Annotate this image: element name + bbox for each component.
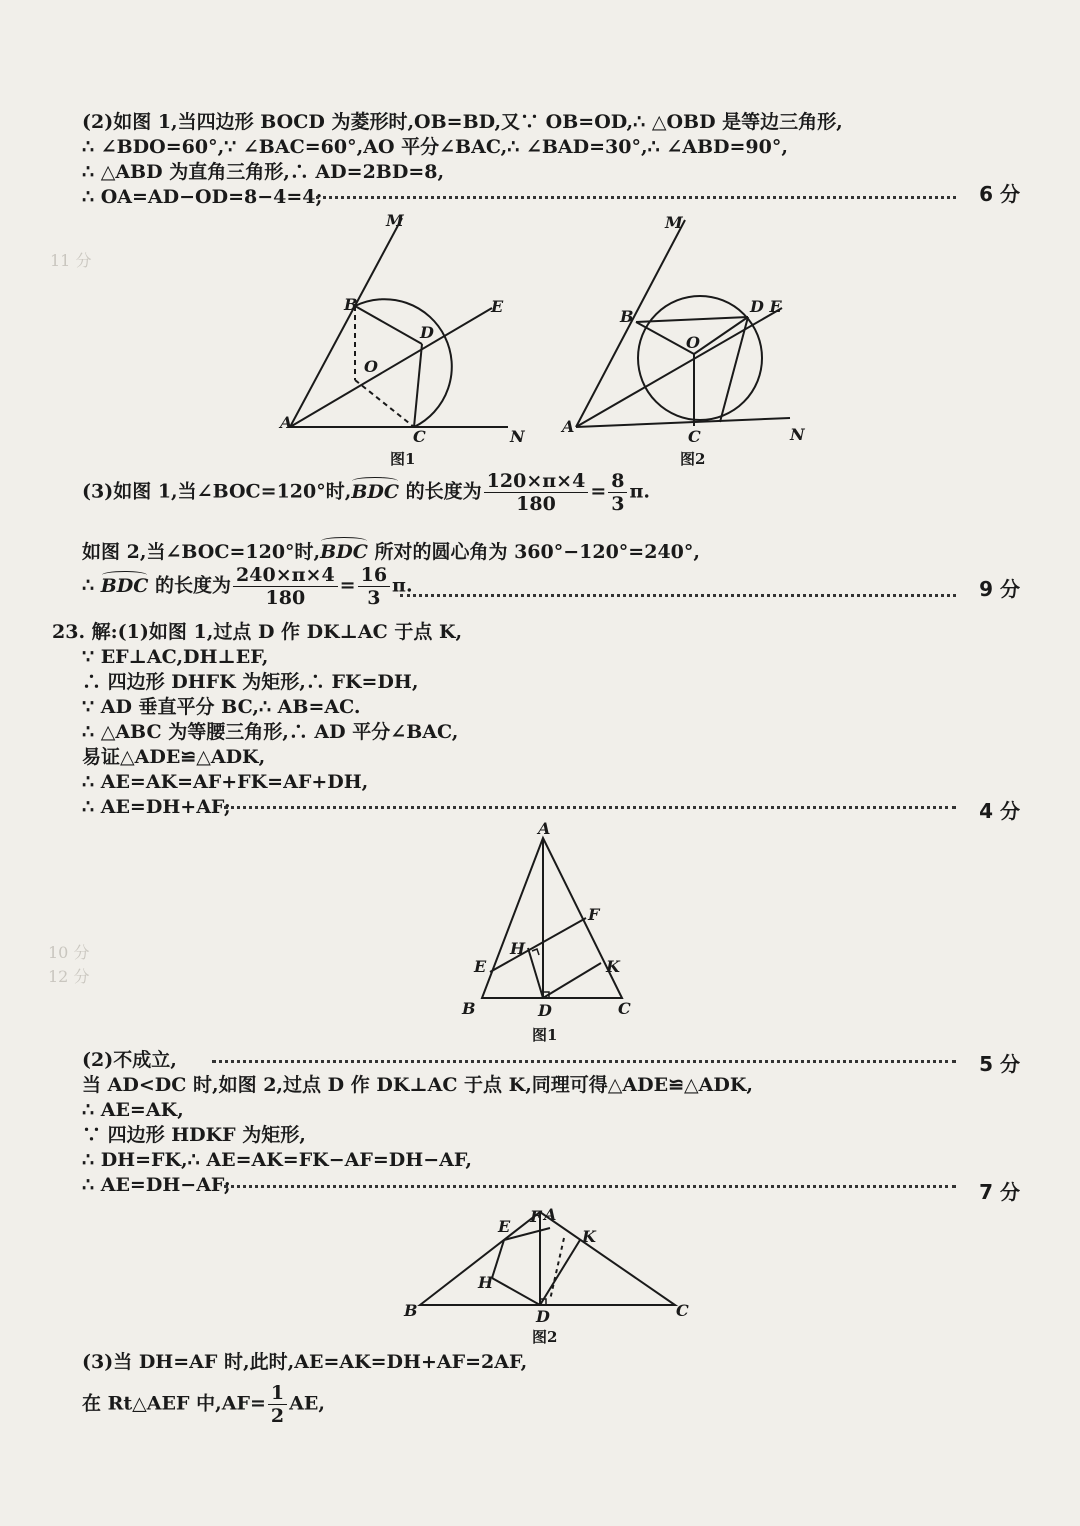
label-d2: D <box>536 1307 550 1326</box>
q23-line1: 23. 解:(1)如图 1,过点 D 作 DK⊥AC 于点 K, <box>52 621 463 643</box>
right-angle-h <box>532 949 539 955</box>
fraction-half: $\frac{1}{2}$ <box>268 1382 287 1427</box>
caption-q23-fig2: 图2 <box>532 1328 558 1346</box>
q23-line4: ∵ AD 垂直平分 BC,∴ AB=AC. <box>82 696 361 718</box>
caption-q23-fig1: 图1 <box>532 1026 558 1044</box>
caption-fig1-top: 图1 <box>390 450 416 468</box>
label-m1: M <box>386 211 404 230</box>
segment-dk-2 <box>540 1240 580 1305</box>
q23-3-line2: 在 Rt△AEF 中,AF= $\frac{1}{2}$ AE, <box>82 1382 325 1427</box>
label-a1: A <box>280 413 293 432</box>
label-b2: B <box>620 307 634 326</box>
part2-line2: ∴ ∠BDO=60°,∵ ∠BAC=60°,AO 平分∠BAC,∴ ∠BAD=30°,∴ ∠ABD=90°, <box>82 136 788 158</box>
label-o1: O <box>364 357 378 376</box>
label-n2: N <box>790 425 805 444</box>
label-e: E <box>474 957 487 976</box>
label-e2: E <box>498 1217 511 1236</box>
q23-figure2 <box>400 1200 700 1350</box>
label-f2: F <box>530 1207 542 1226</box>
part3-line2: 如图 2,当∠BOC=120°时,BDC 所对的圆心角为 360°−120°=240°, <box>82 541 701 563</box>
label-c2: C <box>676 1301 689 1320</box>
part3-l1-mid: 的长度为 <box>405 480 482 503</box>
segment-dk <box>543 963 601 998</box>
fraction-result-2: $\frac{16}{3}$ <box>358 564 390 609</box>
q23-2-line6: ∴ AE=DH−AF; <box>82 1174 231 1196</box>
q23-2-line2: 当 AD<DC 时,如图 2,过点 D 作 DK⊥AC 于点 K,同理可得△ADE≌△ADK, <box>82 1074 753 1096</box>
label-b2: B <box>404 1301 418 1320</box>
dashed-oc <box>355 380 414 427</box>
label-e1: E <box>491 297 504 316</box>
label-b: B <box>462 999 476 1018</box>
label-h2: H <box>478 1273 494 1292</box>
part3-line1: (3)如图 1,当∠BOC=120°时,BDC 的长度为 $\frac{120\times\pi\times 4}{180}$ = $\frac{8}{3}$ π. <box>82 470 650 515</box>
part2-line3: ∴ △ABD 为直角三角形,∴ AD=2BD=8, <box>82 161 445 183</box>
label-de2: D E <box>750 297 782 316</box>
label-f: F <box>588 905 600 924</box>
score-6: 6 分 <box>979 182 1020 206</box>
figure2-circle-diagram <box>576 220 790 427</box>
figure1-circle-diagram <box>290 218 508 427</box>
fraction-result-1: $\frac{8}{3}$ <box>608 470 627 515</box>
score-5: 5 分 <box>979 1052 1020 1076</box>
label-a2: A <box>544 1205 557 1224</box>
bleed-through-text: 10 分 <box>48 943 90 962</box>
score-leader-dots <box>224 1185 956 1188</box>
score-7: 7 分 <box>979 1180 1020 1204</box>
label-m2: M <box>665 213 683 232</box>
q23-line7: ∴ AE=AK=AF+FK=AF+DH, <box>82 771 369 793</box>
label-c1: C <box>413 427 426 446</box>
q23-2-line4: ∵ 四边形 HDKF 为矩形, <box>82 1124 306 1146</box>
part3-line3: ∴ BDC 的长度为 $\frac{240\times\pi\times 4}{180}$ = $\frac{16}{3}$ π. <box>82 564 413 609</box>
label-b1: B <box>344 295 358 314</box>
score-leader-dots <box>224 806 956 809</box>
fraction-arc-length-1: $\frac{120\times\pi\times 4}{180}$ <box>484 470 589 515</box>
q23-line6: 易证△ADE≌△ADK, <box>82 746 266 768</box>
ray-an2 <box>576 418 790 427</box>
segment-dh-2 <box>492 1278 540 1305</box>
label-a: A <box>538 820 551 838</box>
label-c2: C <box>688 427 701 446</box>
triangle-abc <box>482 838 622 998</box>
q23-line5: ∴ △ABC 为等腰三角形,∴ AD 平分∠BAC, <box>82 721 459 743</box>
segment-ef <box>490 918 586 972</box>
q23-3-line1: (3)当 DH=AF 时,此时,AE=AK=DH+AF=2AF, <box>82 1351 528 1373</box>
score-leader-dots <box>400 594 956 597</box>
label-d: D <box>538 1001 552 1020</box>
label-d1: D <box>420 323 434 342</box>
segment-dc <box>414 344 422 427</box>
label-a2: A <box>562 417 575 436</box>
q23-2-line1: (2)不成立, <box>82 1049 177 1071</box>
q23-figure1 <box>440 820 680 1050</box>
q23-2-line5: ∴ DH=FK,∴ AE=AK=FK−AF=DH−AF, <box>82 1149 473 1171</box>
top-figures <box>0 210 1080 470</box>
segment-dh <box>528 948 543 998</box>
label-k2: K <box>582 1227 596 1246</box>
part3-l1-pre: (3)如图 1,当∠BOC=120°时, <box>82 480 352 503</box>
part2-line1: (2)如图 1,当四边形 BOCD 为菱形时,OB=BD,又∵ OB=OD,∴ △OBD 是等边三角形, <box>82 111 843 133</box>
label-n1: N <box>510 427 525 446</box>
arc-bdc-symbol: BDC <box>351 480 400 503</box>
circle-o2 <box>638 296 762 420</box>
label-o2: O <box>686 333 700 352</box>
bleed-through-text: 12 分 <box>48 967 90 986</box>
label-k: K <box>606 957 620 976</box>
bleed-through-text: 11 分 <box>50 251 92 270</box>
label-c: C <box>618 999 631 1018</box>
score-9: 9 分 <box>979 577 1020 601</box>
part2-line4: ∴ OA=AD−OD=8−4=4; <box>82 186 323 208</box>
q23-line8: ∴ AE=DH+AF; <box>82 796 231 818</box>
caption-fig2-top: 图2 <box>680 450 706 468</box>
score-4: 4 分 <box>979 799 1020 823</box>
q23-2-line3: ∴ AE=AK, <box>82 1099 184 1121</box>
segment-bd <box>355 306 422 344</box>
fraction-arc-length-2: $\frac{240\times\pi\times 4}{180}$ <box>233 564 338 609</box>
label-h: H <box>510 939 526 958</box>
q23-line3: ∴ 四边形 DHFK 为矩形,∴ FK=DH, <box>82 671 419 693</box>
score-leader-dots <box>316 196 956 199</box>
score-leader-dots <box>212 1060 956 1063</box>
q23-line2: ∵ EF⊥AC,DH⊥EF, <box>82 646 269 668</box>
